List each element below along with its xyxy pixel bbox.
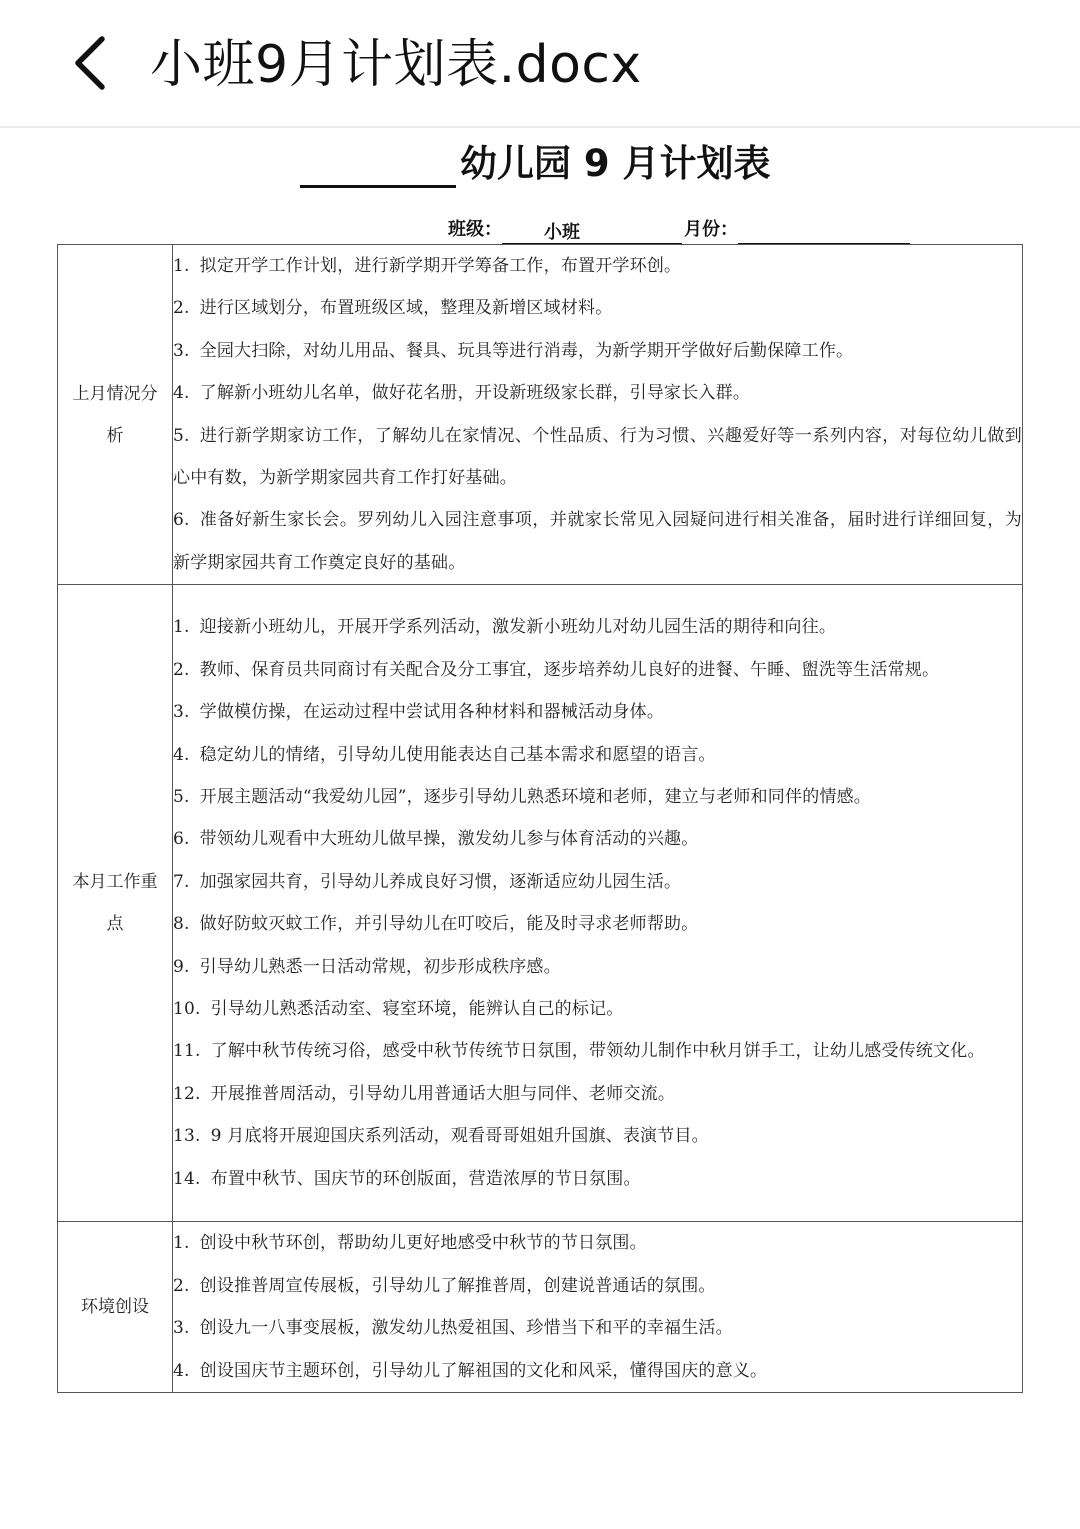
list-item-text: 做好防蚊灭蚊工作，并引导幼儿在叮咬后，能及时寻求老师帮助。 <box>199 914 699 935</box>
list-item-number: 5. <box>173 425 190 446</box>
list-item <box>173 861 1022 903</box>
list-item-number: 4. <box>173 744 190 765</box>
list-item-number: 5. <box>173 787 190 808</box>
list-item-text: 学做模仿操，在运动过程中尝试用各种材料和器械活动身体。 <box>199 702 665 723</box>
list-item-number: 6. <box>173 829 190 850</box>
list-item-text: 创设国庆节主题环创，引导幼儿了解祖国的文化和风采，懂得国庆的意义。 <box>199 1360 768 1381</box>
list-item <box>173 1073 1022 1115</box>
list-item-number: 6. <box>173 510 190 531</box>
class-value: 小班 <box>544 222 580 243</box>
section-label: 环境创设 <box>81 1297 149 1318</box>
list-item-text: 引导幼儿熟悉活动室、寝室环境，能辨认自己的标记。 <box>210 999 624 1020</box>
section-row-last-month-analysis <box>58 245 1023 585</box>
list-item <box>173 1115 1022 1157</box>
list-item <box>173 245 1022 287</box>
list-item-number: 2. <box>173 1275 190 1296</box>
file-title: 小班9月计划表.docx <box>150 35 642 95</box>
document-title-text: 幼儿园 9 月计划表 <box>460 142 771 185</box>
class-month-line <box>448 216 910 244</box>
list-item <box>173 1222 1022 1264</box>
list-item <box>173 499 1022 584</box>
plan-table <box>57 244 1023 1393</box>
list-item-number: 4. <box>173 1360 190 1381</box>
list-item <box>173 330 1022 372</box>
list-item-text: 迎接新小班幼儿，开展开学系列活动，激发新小班幼儿对幼儿园生活的期待和向往。 <box>199 617 837 638</box>
list-item-number: 9. <box>173 956 190 977</box>
section-content-cell <box>173 245 1023 585</box>
list-item <box>173 776 1022 818</box>
list-item-number: 1. <box>173 1233 190 1254</box>
top-bar <box>0 0 1080 128</box>
list-item <box>173 1158 1022 1200</box>
list-item-number: 1. <box>173 617 190 638</box>
list-item <box>173 372 1022 414</box>
section-label-cell <box>58 585 173 1222</box>
list-item <box>173 988 1022 1030</box>
list-item <box>173 649 1022 691</box>
list-item-text: 拟定开学工作计划，进行新学期开学筹备工作，布置开学环创。 <box>199 256 682 276</box>
title-blank-line <box>300 141 456 188</box>
list-item-number: 3. <box>173 1318 190 1339</box>
list-item <box>173 415 1022 500</box>
list-item-text: 了解中秋节传统习俗，感受中秋节传统节日氛围，带领幼儿制作中秋月饼手工，让幼儿感受传统文化。 <box>210 1041 985 1062</box>
list-item <box>173 1350 1022 1392</box>
section-row-month-key-work <box>58 585 1023 1222</box>
section-label-cell <box>58 1222 173 1393</box>
list-item-number: 12. <box>173 1083 201 1104</box>
list-item <box>173 734 1022 776</box>
list-item-number: 3. <box>173 340 190 361</box>
list-item <box>173 1265 1022 1307</box>
list-item <box>173 691 1022 733</box>
list-item-text: 9 月底将开展迎国庆系列活动，观看哥哥姐姐升国旗、表演节目。 <box>210 1126 709 1147</box>
month-label: 月份： <box>684 219 738 240</box>
list-item-text: 稳定幼儿的情绪，引导幼儿使用能表达自己基本需求和愿望的语言。 <box>199 744 716 765</box>
list-item-text: 全园大扫除，对幼儿用品、餐具、玩具等进行消毒，为新学期开学做好后勤保障工作。 <box>199 340 854 361</box>
section-row-environment-setup <box>58 1222 1023 1393</box>
list-item <box>173 606 1022 648</box>
list-item-text: 引导幼儿熟悉一日活动常规，初步形成秩序感。 <box>199 956 561 977</box>
list-item-text: 进行区域划分，布置班级区域，整理及新增区域材料。 <box>199 298 613 319</box>
list-item-text: 创设九一八事变展板，激发幼儿热爱祖国、珍惜当下和平的幸福生活。 <box>199 1318 733 1339</box>
list-item <box>173 1030 1022 1072</box>
list-item-number: 1. <box>173 256 190 276</box>
list-item-text: 创设推普周宣传展板，引导幼儿了解推普周，创建说普通话的氛围。 <box>199 1275 716 1296</box>
list-item-text: 加强家园共育，引导幼儿养成良好习惯，逐渐适应幼儿园生活。 <box>199 871 682 892</box>
list-item-number: 7. <box>173 871 190 892</box>
list-item-number: 8. <box>173 914 190 935</box>
list-item-text: 布置中秋节、国庆节的环创版面，营造浓厚的节日氛围。 <box>210 1168 641 1189</box>
chevron-left-icon <box>70 33 110 93</box>
list-item-number: 2. <box>173 298 190 319</box>
list-item-text: 教师、保育员共同商讨有关配合及分工事宜，逐步培养幼儿良好的进餐、午睡、盥洗等生活常规。 <box>199 659 940 680</box>
list-item-number: 4. <box>173 383 190 404</box>
list-item-number: 2. <box>173 659 190 680</box>
list-item-text: 了解新小班幼儿名单，做好花名册，开设新班级家长群，引导家长入群。 <box>199 383 751 404</box>
class-field <box>502 219 682 244</box>
list-item-text: 带领幼儿观看中大班幼儿做早操，激发幼儿参与体育活动的兴趣。 <box>199 829 699 850</box>
list-item-text: 进行新学期家访工作，了解幼儿在家情况、个性品质、行为习惯、兴趣爱好等一系列内容，对每位幼儿做到心中有数，为新学期家园共育工作打好基础。 <box>173 425 1022 489</box>
list-item-number: 14. <box>173 1168 201 1189</box>
section-label-cell <box>58 245 173 585</box>
list-item-number: 11. <box>173 1041 201 1062</box>
list-item-text: 开展推普周活动，引导幼儿用普通话大胆与同伴、老师交流。 <box>210 1083 676 1104</box>
section-content-cell <box>173 1222 1023 1393</box>
month-field <box>738 219 910 244</box>
list-item-text: 开展主题活动“我爱幼儿园”，逐步引导幼儿熟悉环境和老师，建立与老师和同伴的情感。 <box>199 787 872 808</box>
list-item <box>173 903 1022 945</box>
section-content-cell <box>173 585 1023 1222</box>
list-item-text: 创设中秋节环创，帮助幼儿更好地感受中秋节的节日氛围。 <box>199 1233 647 1254</box>
list-item <box>173 818 1022 860</box>
list-item <box>173 1307 1022 1349</box>
document-title <box>300 136 771 188</box>
list-item-number: 10. <box>173 999 201 1020</box>
back-button[interactable] <box>60 28 120 98</box>
list-item-number: 13. <box>173 1126 201 1147</box>
list-item-text: 准备好新生家长会。罗列幼儿入园注意事项，并就家长常见入园疑问进行相关准备，届时进行详细回复，为新学期家园共育工作奠定良好的基础。 <box>173 510 1022 573</box>
section-label: 本月工作重点 <box>72 872 158 935</box>
list-item-number: 3. <box>173 702 190 723</box>
class-label: 班级： <box>448 219 502 240</box>
list-item <box>173 946 1022 988</box>
list-item <box>173 287 1022 329</box>
section-label: 上月情况分析 <box>72 383 158 446</box>
